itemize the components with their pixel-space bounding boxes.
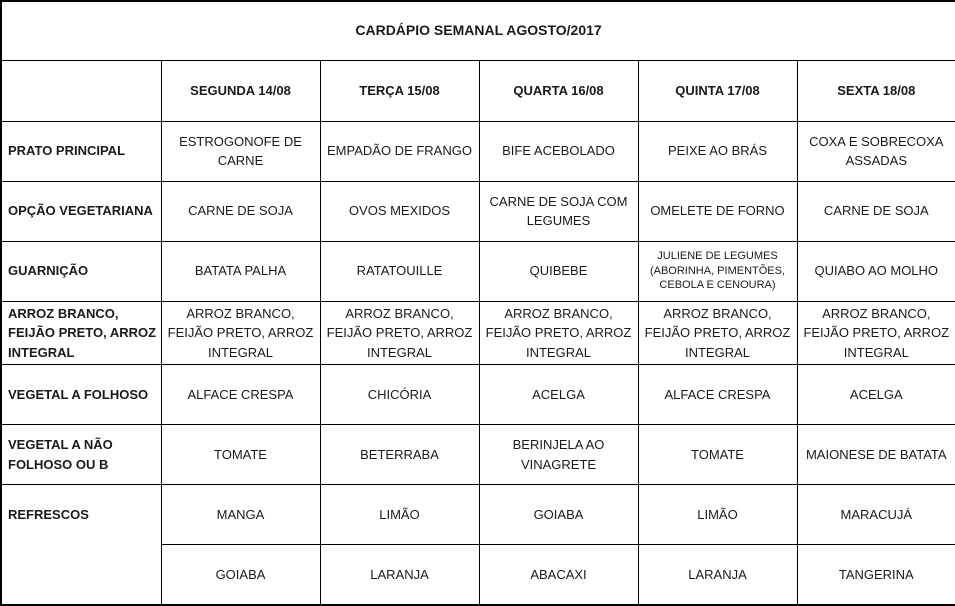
menu-cell: GOIABA [479, 485, 638, 545]
menu-cell: GOIABA [161, 545, 320, 605]
menu-cell: ESTROGONOFE DE CARNE [161, 121, 320, 181]
row-label: PRATO PRINCIPAL [1, 121, 161, 181]
row-label: GUARNIÇÃO [1, 241, 161, 301]
menu-cell: CARNE DE SOJA [161, 181, 320, 241]
menu-cell: MANGA [161, 485, 320, 545]
day-header-row [1, 60, 955, 121]
menu-cell: RATATOUILLE [320, 241, 479, 301]
title-row [1, 1, 955, 60]
menu-cell: MAIONESE DE BATATA [797, 425, 955, 485]
day-header-sexta: SEXTA 18/08 [797, 60, 955, 121]
menu-cell: COXA E SOBRECOXA ASSADAS [797, 121, 955, 181]
menu-cell: LARANJA [638, 545, 797, 605]
menu-cell: OMELETE DE FORNO [638, 181, 797, 241]
day-header-quarta: QUARTA 16/08 [479, 60, 638, 121]
menu-cell: JULIENE DE LEGUMES (ABORINHA, PIMENTÕES, CEBOLA E CENOURA) [638, 241, 797, 301]
menu-cell: ABACAXI [479, 545, 638, 605]
row-prato-principal [1, 121, 955, 181]
row-arroz-feijao [1, 301, 955, 365]
menu-cell: QUIABO AO MOLHO [797, 241, 955, 301]
row-refrescos-1 [1, 485, 955, 545]
menu-cell: EMPADÃO DE FRANGO [320, 121, 479, 181]
menu-cell: CARNE DE SOJA COM LEGUMES [479, 181, 638, 241]
day-header-quinta: QUINTA 17/08 [638, 60, 797, 121]
row-opcao-vegetariana [1, 181, 955, 241]
menu-cell: ALFACE CRESPA [161, 365, 320, 425]
row-label: VEGETAL A NÃO FOLHOSO OU B [1, 425, 161, 485]
menu-cell: ACELGA [479, 365, 638, 425]
menu-cell: OVOS MEXIDOS [320, 181, 479, 241]
menu-cell: MARACUJÁ [797, 485, 955, 545]
menu-cell: TOMATE [638, 425, 797, 485]
menu-cell: ARROZ BRANCO, FEIJÃO PRETO, ARROZ INTEGRAL [797, 301, 955, 365]
menu-cell: ARROZ BRANCO, FEIJÃO PRETO, ARROZ INTEGRAL [479, 301, 638, 365]
corner-cell [1, 60, 161, 121]
menu-cell: LARANJA [320, 545, 479, 605]
menu-cell: BATATA PALHA [161, 241, 320, 301]
menu-cell: BETERRABA [320, 425, 479, 485]
menu-cell: TANGERINA [797, 545, 955, 605]
row-label: OPÇÃO VEGETARIANA [1, 181, 161, 241]
menu-cell: ARROZ BRANCO, FEIJÃO PRETO, ARROZ INTEGRAL [320, 301, 479, 365]
day-header-terca: TERÇA 15/08 [320, 60, 479, 121]
menu-cell: ARROZ BRANCO, FEIJÃO PRETO, ARROZ INTEGRAL [638, 301, 797, 365]
page-title: CARDÁPIO SEMANAL AGOSTO/2017 [1, 1, 955, 60]
menu-cell: LIMÃO [638, 485, 797, 545]
menu-cell: PEIXE AO BRÁS [638, 121, 797, 181]
row-guarnicao [1, 241, 955, 301]
menu-cell: CHICÓRIA [320, 365, 479, 425]
menu-cell: CARNE DE SOJA [797, 181, 955, 241]
row-vegetal-nao-folhoso [1, 425, 955, 485]
menu-cell: TOMATE [161, 425, 320, 485]
menu-cell: QUIBEBE [479, 241, 638, 301]
row-vegetal-folhoso [1, 365, 955, 425]
menu-cell: BERINJELA AO VINAGRETE [479, 425, 638, 485]
day-header-segunda: SEGUNDA 14/08 [161, 60, 320, 121]
menu-cell: LIMÃO [320, 485, 479, 545]
menu-cell: ARROZ BRANCO, FEIJÃO PRETO, ARROZ INTEGRAL [161, 301, 320, 365]
row-label: REFRESCOS [1, 485, 161, 605]
menu-cell: BIFE ACEBOLADO [479, 121, 638, 181]
row-label: VEGETAL A FOLHOSO [1, 365, 161, 425]
menu-cell: ACELGA [797, 365, 955, 425]
row-label: ARROZ BRANCO, FEIJÃO PRETO, ARROZ INTEGRAL [1, 301, 161, 365]
menu-cell: ALFACE CRESPA [638, 365, 797, 425]
